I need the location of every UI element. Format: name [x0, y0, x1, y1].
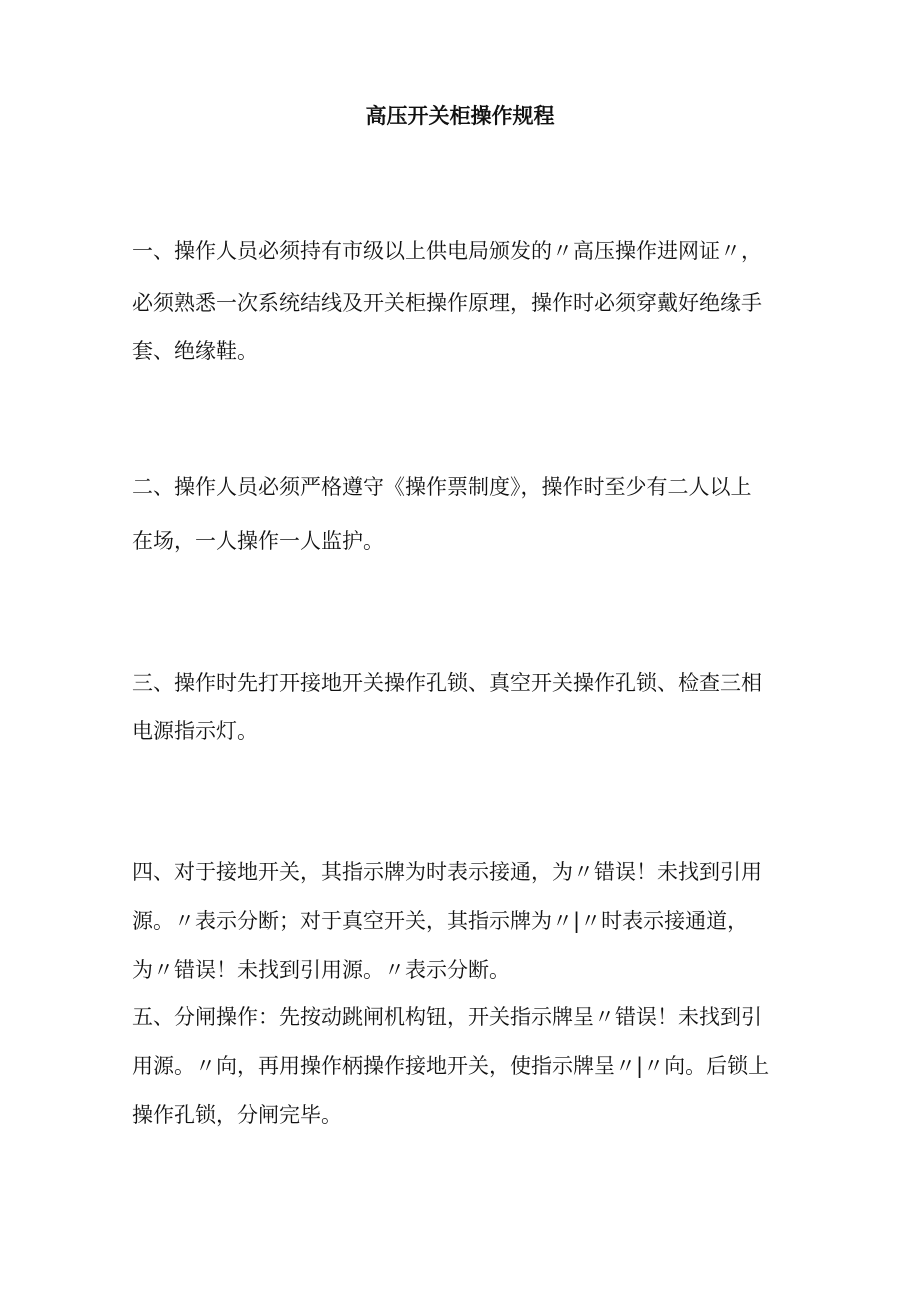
section-3-line-2: 电源指示灯。 [132, 719, 258, 743]
section-4-line-1: 四、对于接地开关，其指示牌为时表示接通，为〃错误！未找到引用 [132, 860, 762, 884]
section-4-line-3: 为〃错误！未找到引用源。〃表示分断。 [132, 958, 510, 982]
section-3-line-1: 三、操作时先打开接地开关操作孔锁、真空开关操作孔锁、检查三相 [132, 671, 762, 695]
section-1-line-1: 一、操作人员必须持有市级以上供电局颁发的〃高压操作进网证〃， [132, 239, 762, 263]
document-title: 高压开关柜操作规程 [365, 104, 555, 128]
section-5-line-2: 用源。〃向，再用操作柄操作接地开关，使指示牌呈〃|〃向。后锁上 [132, 1054, 770, 1078]
section-5-line-1: 五、分闸操作：先按动跳闸机构钮，开关指示牌呈〃错误！未找到引 [132, 1005, 762, 1029]
section-4-line-2: 源。〃表示分断；对于真空开关，其指示牌为〃|〃时表示接通道， [132, 909, 749, 933]
section-1-line-2: 必须熟悉一次系统结线及开关柜操作原理，操作时必须穿戴好绝缘手 [132, 291, 762, 315]
section-2-line-1: 二、操作人员必须严格遵守《操作票制度》，操作时至少有二人以上 [132, 475, 752, 499]
section-2-line-2: 在场，一人操作一人监护。 [132, 529, 384, 553]
section-1-line-3: 套、绝缘鞋。 [132, 339, 258, 363]
section-5-line-3: 操作孔锁，分闸完毕。 [132, 1103, 342, 1127]
